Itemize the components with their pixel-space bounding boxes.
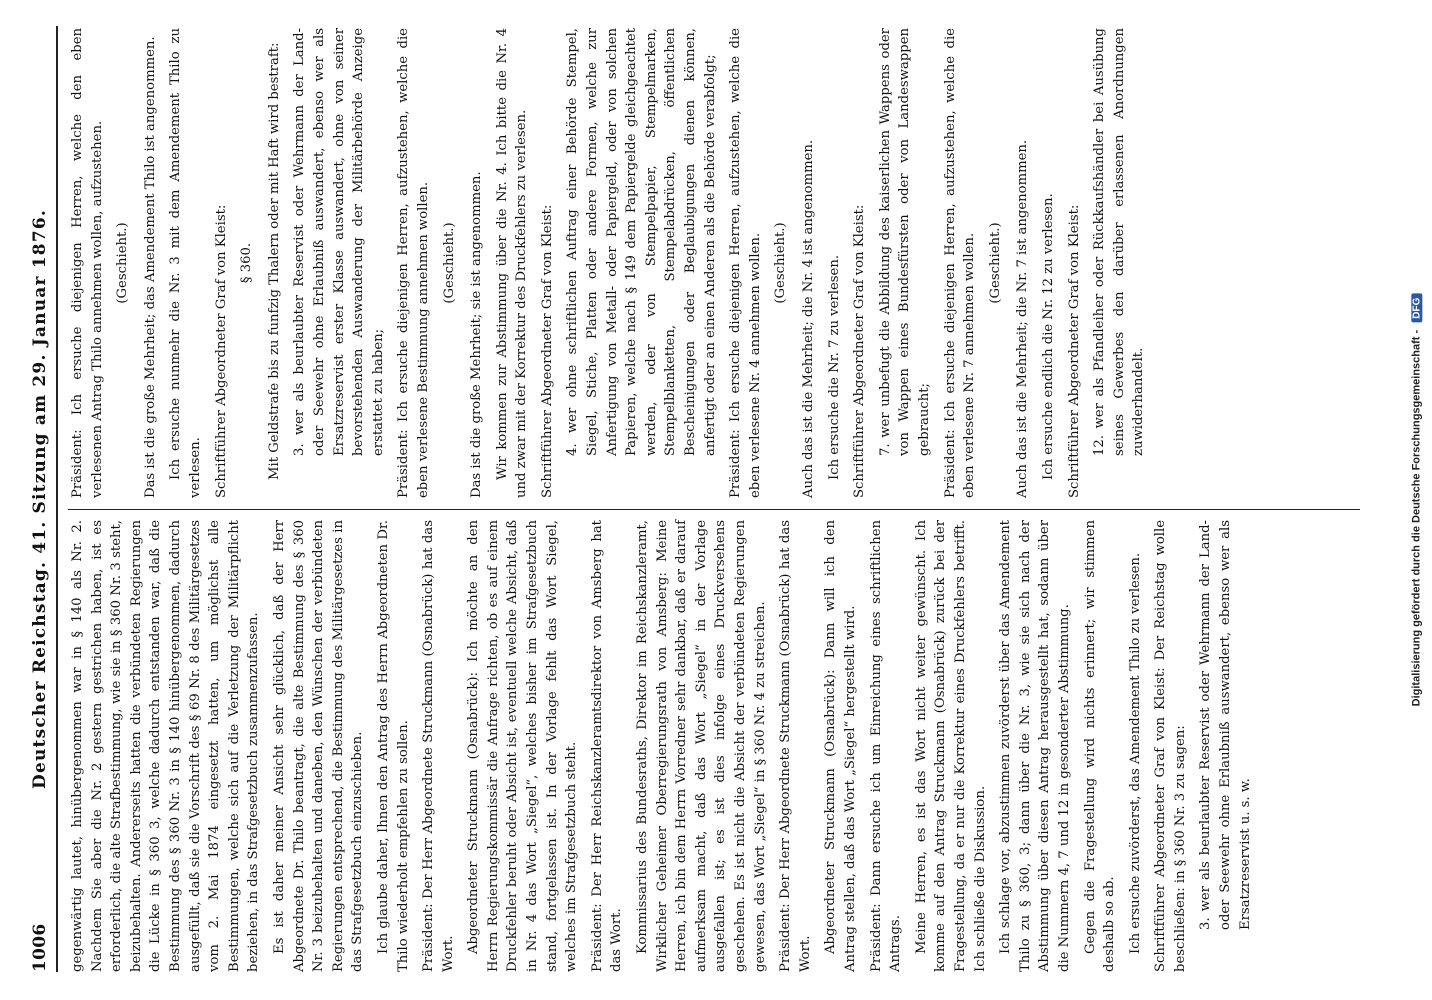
paragraph: (Geschieht.) (987, 222, 1003, 304)
paragraph: 4. wer ohne schriftlichen Auftrag einer Behörde Stempel, Siegel, Stiche, Platten oder andere Formen, welche zur Anfertigung von Metall- oder Papiergeld, oder von solchen Papieren, welche nach § 149 dem Papiergelde gleichgeachtet werden, oder von Stempelpapier, Stempelmarken, Stempelblanketten, Stempelabdrücken, öffentlichen Bescheinigungen oder Beglaubigungen dienen können, anfertigt oder an einen Anderen als die Behörde verabfolgt; (565, 28, 718, 456)
paragraph: Das ist die große Mehrheit; sie ist angenommen. (469, 171, 485, 498)
paragraph: 12. wer als Pfandleiher oder Rückkaufshändler bei Ausübung seines Gewerbes den darüber erlassenen Anordnungen zuwiderhandelt. (1092, 28, 1147, 456)
paragraph: 7. wer unbefugt die Abbildung des kaiserlichen Wappens oder von Wappen eines Bundesfürsten oder von Landeswappen gebraucht; (877, 28, 932, 456)
credit-text: Digitalisierung gefördert durch die Deutsche Forschungsgemeinschaft - (1410, 329, 1422, 707)
column-divider (68, 509, 1360, 510)
paragraph: Ich ersuche die Nr. 7 zu verlesen. (826, 254, 842, 480)
paragraph: Präsident: Ich ersuche diejenigen Herren, aufzustehen, welche die eben verlesene Bestimmung annehmen wollen. (396, 28, 431, 498)
paragraph: Präsident: Ich ersuche diejenigen Herren, welche den eben verlesenen Antrag Thilo annehmen wollen, aufzustehen. (70, 28, 105, 498)
dfg-logo: DFG (1411, 294, 1422, 323)
paragraph: Ich ersuche zuvörderst, das Amendement Thilo zu verlesen. (1127, 552, 1143, 954)
paragraph: Ich ersuche nunmehr die Nr. 3 mit dem Amendement Thilo zu verlesen. (168, 28, 203, 498)
running-title: Deutscher Reichstag. 41. Sitzung am 29. Januar 1876. (30, 209, 50, 789)
paragraph: Präsident: Ich ersuche diejenigen Herren, aufzustehen, welche die eben verlesene Nr. 4 annehmen wollen. (728, 28, 763, 498)
paragraph: Schriftführer Abgeordneter Graf von Kleist: (852, 204, 868, 498)
paragraph: Ich schlage vor, abzustimmen zuvörderst über das Amendement Thilo zu § 360, 3; dann über die Nr. 3, wie sie sich nach der Abstimmung über diesen Antrag herausgestellt hat, sodann über die Nummern 4, 7 und 12 in gesonderter Abstimmung. (998, 520, 1072, 972)
paragraph: 3. wer als beurlaubter Reservist oder Wehrmann der Land- oder Seewehr ohne Erlaubniß auswandert, ebenso wer als Ersatzreservist u. s. w. (1198, 520, 1253, 930)
paragraph: Präsident: Der Herr Abgeordnete Struckmann (Osnabrück) hat das Wort. (421, 520, 456, 972)
paragraph: 3. wer als beurlaubter Reservist oder Wehrmann der Land- oder Seewehr ohne Erlaubniß auswandert, ebenso wer als Ersatzreservist erster Klasse auswandert, ohne von seiner bevorstehenden Auswanderung der Militärbehörde Anzeige erstattet zu haben; (292, 28, 386, 456)
paragraph: Mit Geldstrafe bis zu funfzig Thalern oder mit Haft wird bestraft: (266, 42, 282, 480)
paragraph: Wir kommen zur Abstimmung über die Nr. 4. Ich bitte die Nr. 4 und zwar mit der Korrektur des Druckfehlers zu verlesen. (494, 28, 530, 498)
paragraph: Schriftführer Abgeordneter Graf von Kleist: (539, 204, 555, 498)
paragraph: Präsident: Dann ersuche ich um Einreichung eines schriftlichen Antrags. (868, 520, 904, 972)
paragraph: Präsident: Der Herr Reichskanzleramtsdirektor von Amsberg hat das Wort. (589, 520, 625, 972)
paragraph: Gegen die Fragestellung wird nichts erinnert; wir stimmen deshalb so ab. (1082, 520, 1118, 972)
paragraph: gegenwärtig lautet, hinübergenommen war in § 140 als Nr. 2. Nachdem Sie aber die Nr. 2 gestern gestrichen haben, ist es erforderlich, die alte Strafbestimmung, wie sie in § 360 Nr. 3 steht, beizubehalten. Andererseits hatten die verbündeten Regierungen die Lücke in § 360 3, welche dadurch entstanden war, daß die Bestimmung des § 360 Nr. 3 in § 140 hinübergenommen, dadurch ausgefüllt, daß sie die Vorschrift des § 69 Nr. 8 des Militärgesetzes vom 2. Mai 1874 eingesetzt hatten, um möglichst alle Bestimmungen, welche sich auf die Verletzung der Militärpflicht beziehen, in das Strafgesetzbuch zusammenzufassen. (70, 520, 262, 972)
paragraph: Schriftführer Abgeordneter Graf von Kleist: Der Reichstag wolle beschließen: in § 360 Nr. 3 zu sagen: (1153, 520, 1188, 972)
paragraph: Ich glaube daher, Ihnen den Antrag des Herrn Abgeordneten Dr. Thilo wiederholt empfehlen zu sollen. (375, 520, 411, 972)
paragraph: (Geschieht.) (773, 222, 789, 304)
paragraph: Schriftführer Abgeordneter Graf von Kleist: (1066, 204, 1082, 498)
paragraph: Abgeordneter Struckmann (Osnabrück): Dann will ich den Antrag stellen, daß das Wort „Siegel“ hergestellt wird. (823, 520, 858, 972)
paragraph: Präsident: Ich ersuche diejenigen Herren, aufzustehen, welche die eben verlesene Nr. 7 annehmen wollen. (942, 28, 978, 498)
paragraph: § 360. (239, 242, 255, 284)
right-text-column (68, 28, 1360, 498)
paragraph: (Geschieht.) (441, 222, 457, 304)
paragraph: Es ist daher meiner Ansicht sehr glücklich, daß der Herr Abgeordnete Dr. Thilo beantragt, die alte Bestimmung des § 360 Nr. 3 beizubehalten und daneben, den Wünschen der verbündeten Regierungen entsprechend, die Bestimmung des Militärgesetzes in das Strafgesetzbuch einzuschieben. (271, 520, 366, 972)
page-header (26, 26, 58, 972)
paragraph: Auch das ist die Mehrheit; die Nr. 7 ist angenommen. (1015, 139, 1031, 498)
paragraph: Ich ersuche endlich die Nr. 12 zu verlesen. (1040, 193, 1056, 480)
paragraph: Abgeordneter Struckmann (Osnabrück): Ich möchte an den Herrn Regierungskommissär die Anfrage richten, ob es auf einem Druckfehler beruht oder Absicht ist, eventuell welche Absicht, daß in Nr. 4 das Wort „Siegel“, welches bisher im Strafgesetzbuch stand, fortgelassen ist. In der Vorlage fehlt das Wort Siegel, welches im Strafgesetzbuch steht. (466, 520, 580, 972)
paragraph: (Geschieht.) (115, 222, 131, 304)
paragraph: Das ist die große Mehrheit; das Amendement Thilo ist angenommen. (142, 36, 158, 498)
left-text-column (68, 520, 1360, 972)
digitization-credit (1404, 0, 1428, 1000)
paragraph: Präsident: Der Herr Abgeordnete Struckmann (Osnabrück) hat das Wort. (778, 520, 813, 972)
page-number: 1006 (30, 923, 50, 972)
paragraph: Schriftführer Abgeordneter Graf von Kleist: (213, 204, 229, 498)
paragraph: Auch das ist die Mehrheit; die Nr. 4 ist angenommen. (801, 139, 816, 498)
paragraph: Kommissarius des Bundesraths, Direktor im Reichskanzleramt, Wirklicher Geheimer Oberregierungsrath von Amsberg: Meine Herren, ich bin dem Herrn Vorredner sehr dankbar, daß er darauf aufmerksam macht, daß das Wort „Siegel“ in der Vorlage ausgefallen ist; es ist dies infolge eines Druckversehens geschehen. Es ist nicht die Absicht der verbündeten Regierungen gewesen, das Wort „Siegel“ in § 360 Nr. 4 zu streichen. (635, 520, 768, 972)
paragraph: Meine Herren, es ist das Wort nicht weiter gewünscht. Ich komme auf den Antrag Struckmann (Osnabrück) zurück bei der Fragestellung, da er nur die Korrektur eines Druckfehlers betrifft. Ich schließe die Diskussion. (913, 520, 988, 972)
